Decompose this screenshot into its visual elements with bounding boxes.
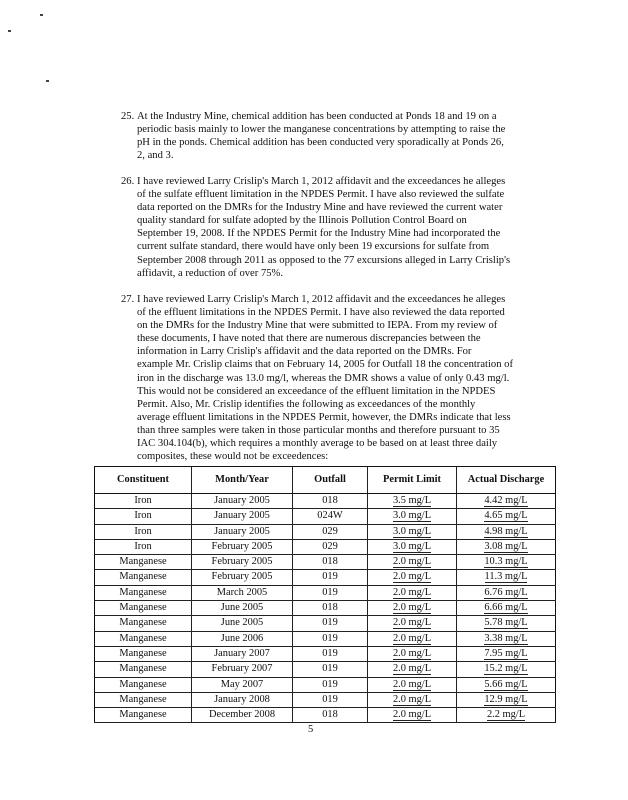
paragraph-line: information in Larry Crislip's affidavit and the data reported on the DMRs. For — [137, 346, 472, 358]
cell-month-year: January 2005 — [192, 509, 293, 524]
paragraph-line: of the sulfate effluent limitation in the NPDES Permit. I have also reviewed the sulfate — [137, 189, 505, 201]
cell-value: 2.0 mg/L — [392, 617, 432, 629]
cell-outfall: 019 — [293, 677, 368, 692]
cell-constituent: Iron — [95, 509, 192, 524]
paragraph-line: composites, these would not be exceedences: — [137, 451, 329, 463]
cell-value: 5.78 mg/L — [484, 617, 528, 629]
cell-value: 10.3 mg/L — [484, 556, 528, 568]
table-row — [95, 585, 556, 600]
paragraph-line: periodic basis mainly to lower the manganese concentrations by attempting to raise the — [137, 124, 506, 136]
paragraph-line: Permit. Also, Mr. Crislip identifies the following as exceedances of the monthly — [137, 398, 476, 410]
cell-actual-discharge — [457, 539, 556, 554]
cell-value: 4.98 mg/L — [484, 525, 528, 537]
cell-constituent: Iron — [95, 494, 192, 509]
cell-month-year: January 2008 — [192, 692, 293, 707]
cell-value: 2.0 mg/L — [392, 647, 432, 659]
paragraph-27 — [122, 293, 540, 463]
paragraph-line: I have reviewed Larry Crislip's March 1, 2012 affidavit and the exceedances he alleges — [137, 176, 506, 187]
cell-actual-discharge — [457, 601, 556, 616]
cell-constituent: Manganese — [95, 585, 192, 600]
cell-constituent: Manganese — [95, 601, 192, 616]
cell-actual-discharge — [457, 524, 556, 539]
header-month-year: Month/Year — [192, 467, 293, 494]
cell-value: 3.08 mg/L — [484, 540, 528, 552]
cell-month-year: January 2005 — [192, 494, 293, 509]
paragraph-number: 27. — [121, 294, 135, 305]
cell-value: 4.65 mg/L — [484, 510, 528, 522]
paragraph-26 — [122, 175, 540, 280]
cell-constituent: Iron — [95, 524, 192, 539]
header-actual-discharge: Actual Discharge — [457, 467, 556, 494]
table-row — [95, 616, 556, 631]
cell-month-year: February 2005 — [192, 570, 293, 585]
cell-constituent: Manganese — [95, 677, 192, 692]
cell-permit-limit — [368, 692, 457, 707]
cell-value: 4.42 mg/L — [484, 495, 528, 506]
table-row — [95, 494, 556, 509]
cell-value: 2.0 mg/L — [392, 678, 432, 690]
cell-outfall: 019 — [293, 631, 368, 646]
table-row — [95, 509, 556, 524]
cell-month-year: January 2005 — [192, 524, 293, 539]
cell-outfall: 018 — [293, 555, 368, 570]
table-row — [95, 662, 556, 677]
cell-actual-discharge — [457, 494, 556, 509]
paragraph-line: 2, and 3. — [137, 150, 174, 162]
cell-permit-limit — [368, 646, 457, 661]
cell-month-year: May 2007 — [192, 677, 293, 692]
paragraph-line: September 2008 through 2011 as opposed to the 77 excursions alleged in Larry Crislip's — [137, 254, 511, 266]
cell-value: 3.0 mg/L — [392, 540, 432, 552]
cell-outfall: 018 — [293, 494, 368, 509]
cell-outfall: 019 — [293, 662, 368, 677]
cell-actual-discharge — [457, 677, 556, 692]
cell-permit-limit — [368, 585, 457, 600]
cell-actual-discharge — [457, 646, 556, 661]
cell-actual-discharge — [457, 570, 556, 585]
cell-value: 6.76 mg/L — [484, 586, 528, 598]
header-permit-limit: Permit Limit — [368, 467, 457, 494]
cell-constituent: Manganese — [95, 646, 192, 661]
cell-permit-limit — [368, 677, 457, 692]
cell-outfall: 018 — [293, 708, 368, 723]
cell-actual-discharge — [457, 631, 556, 646]
cell-outfall: 019 — [293, 616, 368, 631]
cell-month-year: June 2006 — [192, 631, 293, 646]
paragraph-line: pH in the ponds. Chemical addition has been conducted very sporadically at Ponds 26, — [137, 137, 504, 149]
cell-actual-discharge — [457, 692, 556, 707]
paragraph-line: current sulfate standard, there would have only been 19 excursions for sulfate from — [137, 241, 490, 253]
cell-month-year: June 2005 — [192, 601, 293, 616]
cell-constituent: Manganese — [95, 555, 192, 570]
cell-constituent: Manganese — [95, 570, 192, 585]
table-header-row — [95, 467, 556, 494]
paragraph-line: At the Industry Mine, chemical addition has been conducted at Ponds 18 and 19 on a — [137, 111, 497, 122]
table-row — [95, 677, 556, 692]
cell-value: 5.66 mg/L — [484, 678, 528, 690]
paragraph-line: of the effluent limitations in the NPDES Permit. I have also reviewed the data reported — [137, 307, 505, 319]
cell-outfall: 019 — [293, 570, 368, 585]
cell-permit-limit — [368, 601, 457, 616]
header-constituent: Constituent — [95, 467, 192, 494]
table-row — [95, 692, 556, 707]
cell-value: 2.0 mg/L — [392, 586, 432, 598]
cell-outfall: 019 — [293, 646, 368, 661]
cell-actual-discharge — [457, 585, 556, 600]
cell-permit-limit — [368, 539, 457, 554]
page-number: 5 — [308, 724, 314, 735]
paragraph-25 — [122, 110, 540, 162]
cell-constituent: Manganese — [95, 662, 192, 677]
cell-permit-limit — [368, 509, 457, 524]
table-row — [95, 524, 556, 539]
cell-month-year: March 2005 — [192, 585, 293, 600]
cell-constituent: Iron — [95, 539, 192, 554]
cell-permit-limit — [368, 494, 457, 509]
paragraph-line: average effluent limitations in the NPDES Permit, however, the DMRs indicate that less — [137, 411, 511, 423]
cell-permit-limit — [368, 616, 457, 631]
cell-month-year: June 2005 — [192, 616, 293, 631]
cell-value: 2.0 mg/L — [392, 709, 432, 721]
cell-month-year: January 2007 — [192, 646, 293, 661]
cell-permit-limit — [368, 524, 457, 539]
cell-value: 11.3 mg/L — [484, 571, 528, 583]
table-row — [95, 646, 556, 661]
paragraph-line: IAC 304.104(b), which requires a monthly average to be based on at least three daily — [137, 438, 498, 450]
cell-value: 12.9 mg/L — [484, 693, 528, 705]
cell-month-year: February 2005 — [192, 539, 293, 554]
cell-value: 2.0 mg/L — [392, 602, 432, 614]
paragraph-line: I have reviewed Larry Crislip's March 1, 2012 affidavit and the exceedances he alleges — [137, 294, 506, 305]
cell-outfall: 029 — [293, 539, 368, 554]
cell-value: 2.0 mg/L — [392, 693, 432, 705]
exceedance-table — [94, 466, 556, 723]
paragraph-line: iron in the discharge was 13.0 mg/l, whereas the DMR shows a value of only 0.43 mg/l. — [137, 372, 510, 384]
cell-actual-discharge — [457, 662, 556, 677]
table-row — [95, 539, 556, 554]
cell-permit-limit — [368, 631, 457, 646]
cell-month-year: December 2008 — [192, 708, 293, 723]
paragraph-line: example Mr. Crislip claims that on February 14, 2005 for Outfall 18 the concentration of — [137, 359, 513, 371]
table-row — [95, 601, 556, 616]
cell-actual-discharge — [457, 509, 556, 524]
cell-value: 3.0 mg/L — [392, 510, 432, 522]
cell-actual-discharge — [457, 616, 556, 631]
cell-month-year: February 2007 — [192, 662, 293, 677]
cell-value: 2.0 mg/L — [392, 663, 432, 675]
scan-mark — [46, 80, 49, 82]
cell-permit-limit — [368, 570, 457, 585]
cell-outfall: 018 — [293, 601, 368, 616]
table-row — [95, 570, 556, 585]
paragraph-line: these documents, I have noted that there are numerous discrepancies between the — [137, 333, 481, 345]
scan-mark — [8, 30, 11, 32]
paragraph-line: than three samples were taken in those particular months and therefore pursuant to 35 — [137, 424, 500, 436]
table-row — [95, 555, 556, 570]
cell-actual-discharge — [457, 555, 556, 570]
table-row — [95, 708, 556, 723]
paragraph-line: This would not be considered an exceedance of the effluent limitation in the NPDES — [137, 385, 496, 397]
paragraph-line: on the DMRs for the Industry Mine that were submitted to IEPA. From my review of — [137, 320, 498, 332]
cell-value: 15.2 mg/L — [484, 663, 528, 675]
cell-actual-discharge — [457, 708, 556, 723]
cell-permit-limit — [368, 662, 457, 677]
paragraph-line: data reported on the DMRs for the Industry Mine and have reviewed the current water — [137, 202, 503, 214]
cell-outfall: 024W — [293, 509, 368, 524]
cell-value: 2.0 mg/L — [392, 571, 432, 583]
cell-value: 2.0 mg/L — [392, 556, 432, 568]
cell-constituent: Manganese — [95, 692, 192, 707]
paragraph-line: quality standard for sulfate adopted by the Illinois Pollution Control Board on — [137, 215, 467, 227]
cell-outfall: 019 — [293, 585, 368, 600]
cell-value: 2.2 mg/L — [486, 709, 526, 721]
scan-mark — [40, 14, 43, 16]
cell-permit-limit — [368, 555, 457, 570]
cell-value: 7.95 mg/L — [484, 647, 528, 659]
paragraph-number: 25. — [121, 111, 135, 122]
cell-value: 2.0 mg/L — [392, 632, 432, 644]
cell-value: 3.38 mg/L — [484, 632, 528, 644]
cell-permit-limit — [368, 708, 457, 723]
paragraph-line: affidavit, a reduction of over 75%. — [137, 267, 284, 279]
paragraph-line: September 19, 2008. If the NPDES Permit for the Industry Mine had incorporated the — [137, 228, 501, 240]
header-outfall: Outfall — [293, 467, 368, 494]
cell-value: 3.0 mg/L — [392, 525, 432, 537]
cell-constituent: Manganese — [95, 708, 192, 723]
cell-month-year: February 2005 — [192, 555, 293, 570]
paragraph-number: 26. — [121, 176, 135, 187]
cell-constituent: Manganese — [95, 631, 192, 646]
cell-outfall: 019 — [293, 692, 368, 707]
cell-constituent: Manganese — [95, 616, 192, 631]
cell-value: 6.66 mg/L — [484, 602, 528, 614]
table-row — [95, 631, 556, 646]
cell-outfall: 029 — [293, 524, 368, 539]
cell-value: 3.5 mg/L — [392, 495, 432, 506]
